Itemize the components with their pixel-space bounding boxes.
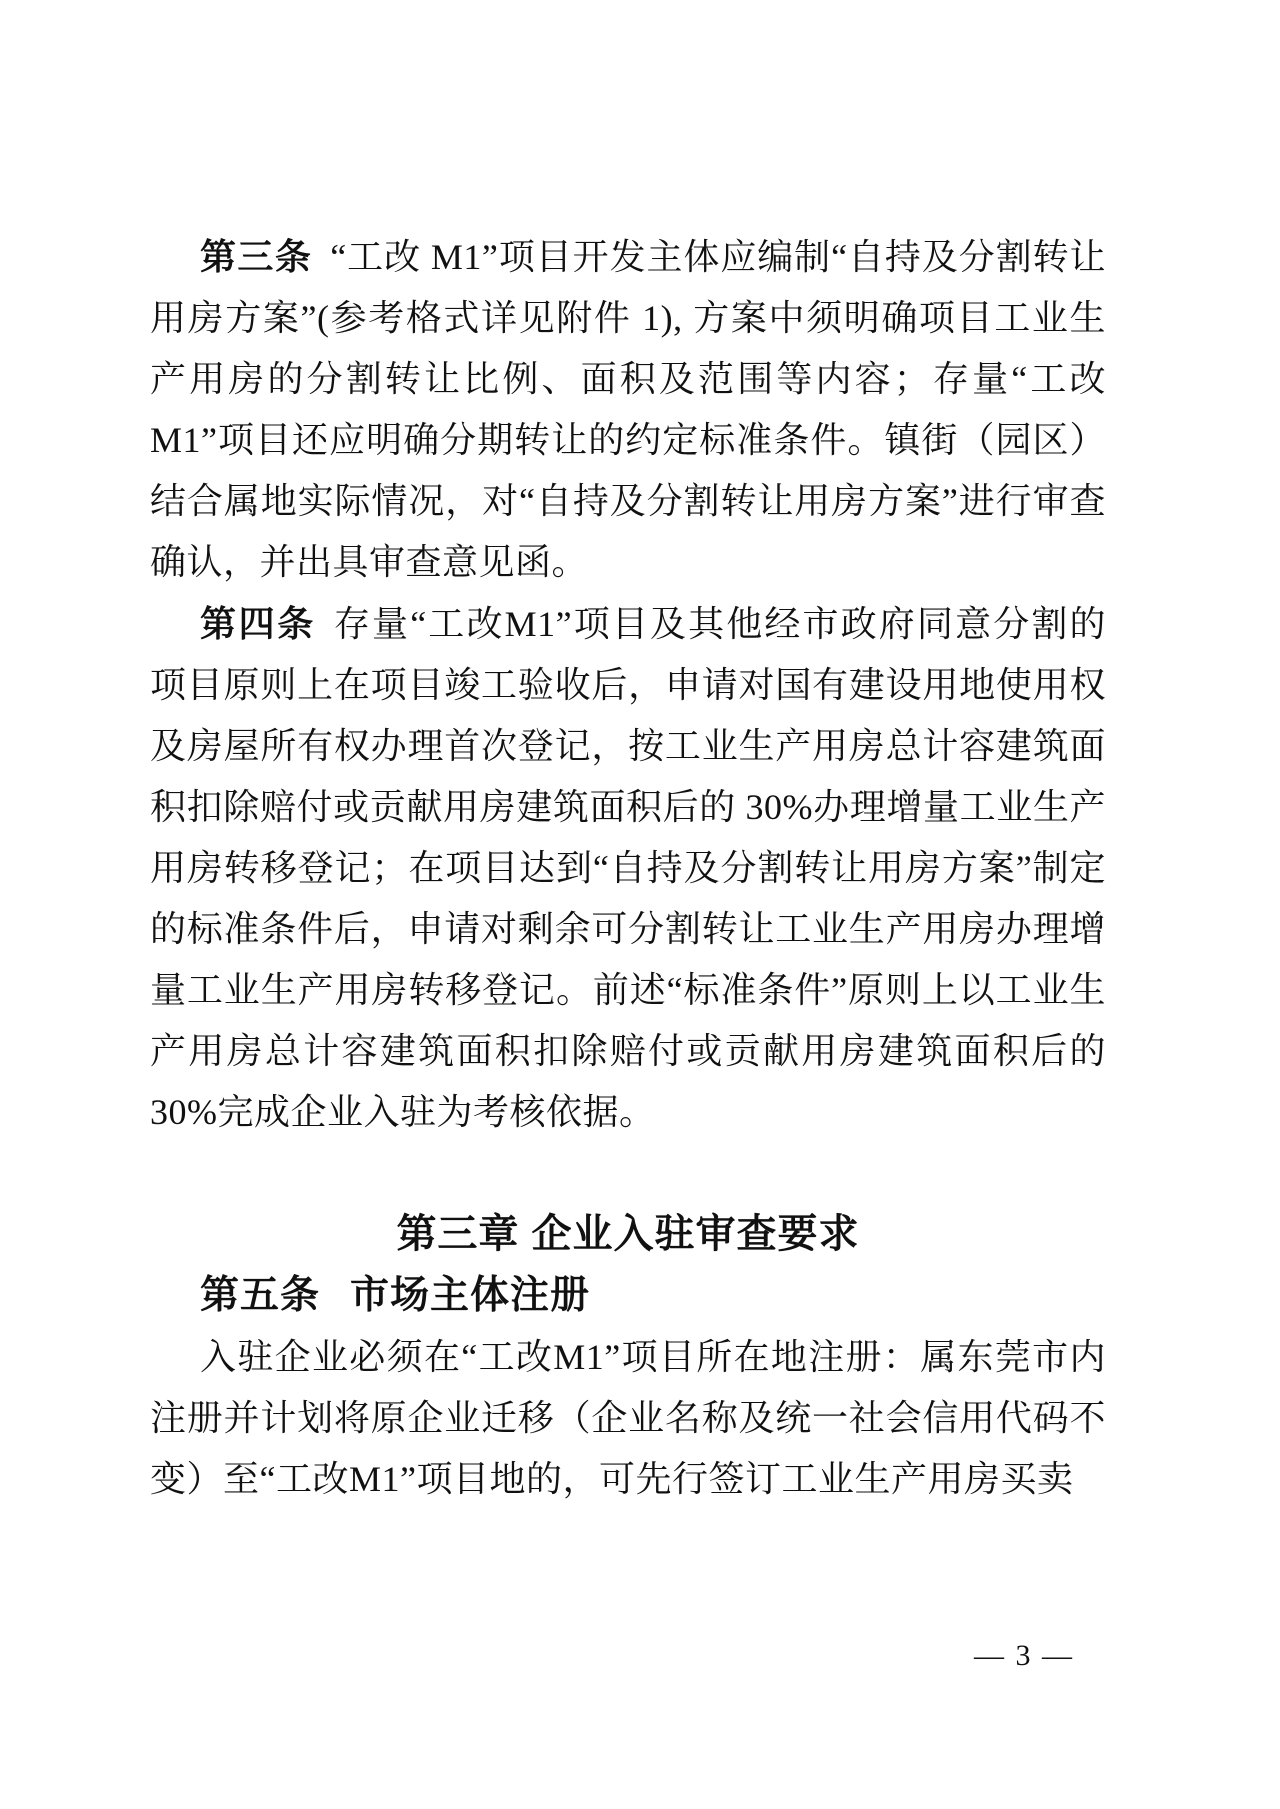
article-5-heading <box>150 1265 1106 1327</box>
article-4-number: 第四条 <box>200 603 316 644</box>
article-5-text: 入驻企业必须在“工改M1”项目所在地注册：属东莞市内注册并计划将原企业迁移（企业名称及统一社会信用代码不变）至“工改M1”项目地的，可先行签订工业生产用房买卖 <box>150 1337 1106 1499</box>
paragraph-article-5 <box>150 1327 1106 1510</box>
paragraph-article-4 <box>150 593 1106 1143</box>
article-5-number: 第五条 <box>200 1274 321 1317</box>
article-5-title: 市场主体注册 <box>350 1274 591 1317</box>
article-3-number: 第三条 <box>200 236 313 277</box>
article-4-text: 存量“工改M1”项目及其他经市政府同意分割的项目原则上在项目竣工验收后，申请对国有建设用地使用权及房屋所有权办理首次登记，按工业生产用房总计容建筑面积扣除赔付或贡献用房建筑面积后的 30%办理增量工业生产用房转移登记；在项目达到“自持及分割转让用房方案”制定的标准条件后，申请对剩余可分割转让工业生产用房办理增量工业生产用房转移登记。前述“标准条件”原则上以工业生产用房总计容建筑面积扣除赔付或贡献用房建筑面积后的 30%完成企业入驻为考核依据。 <box>150 604 1106 1132</box>
page-number: — 3 — <box>974 1639 1074 1672</box>
chapter-3-heading: 第三章 企业入驻审查要求 <box>396 1212 860 1256</box>
document-body <box>150 226 1106 1510</box>
article-3-text: “工改 M1”项目开发主体应编制“自持及分割转让用房方案”(参考格式详见附件 1), 方案中须明确项目工业生产用房的分割转让比例、面积及范围等内容；存量“工改 M1”项目还应明确分期转让的约定标准条件。镇街（园区）结合属地实际情况，对“自持及分割转让用房方案”进行审查确认，并出具审查意见函。 <box>150 237 1106 582</box>
paragraph-article-3 <box>150 226 1106 593</box>
